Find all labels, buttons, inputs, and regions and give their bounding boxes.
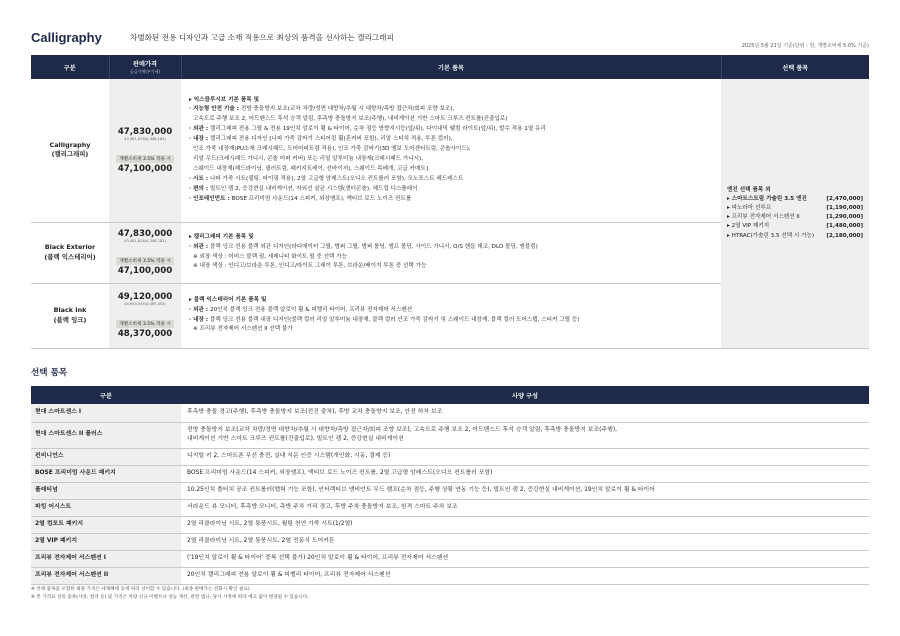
trim-price-cell bbox=[109, 222, 181, 283]
option-description bbox=[181, 448, 869, 465]
option-description bbox=[181, 499, 869, 516]
trim-basic-items bbox=[181, 222, 721, 283]
basic-item-text: 나파 가죽 시트(퀼팅, 파이핑 적용), 2열 고급형 암레스트(오디오 컨트롤러 포함), 모노포스트 헤드레스트 bbox=[210, 176, 464, 183]
options-header-desc: 사양 구성 bbox=[181, 386, 869, 404]
trim-option-items bbox=[721, 79, 869, 348]
basic-item-line bbox=[189, 195, 713, 205]
trim-price: 47,830,000 bbox=[117, 126, 173, 137]
option-name: 컨비니언스 bbox=[31, 448, 181, 465]
option-row bbox=[31, 516, 869, 533]
option-name: 프리뷰 전자제어 서스펜션 I bbox=[31, 550, 181, 567]
option-desc-line: 2열 리클라이닝 시트, 2열 통풍시트, 윌팅 천연 가죽 시트(1/2열) bbox=[187, 520, 353, 527]
options-section-title: 선택 품목 bbox=[31, 368, 68, 378]
trim-price-tax: 48,370,000 bbox=[117, 329, 173, 339]
basic-item-line bbox=[189, 316, 713, 326]
basic-item-label: · 인포테인먼트 : bbox=[189, 196, 232, 203]
option-row bbox=[31, 404, 869, 422]
basic-item-label: · 시트 : bbox=[189, 176, 211, 183]
basic-item-label: · 외관 : bbox=[189, 126, 211, 133]
basic-item-text: 캘리그래피 전용 디자인 [나파 가죽 감싸기 스티어링 휠(혼커버 포함), 리얼 스티치 적용, 투톤 컬러), bbox=[210, 136, 453, 143]
trim-price-supply: 43,481,818(4,348,182) bbox=[124, 239, 166, 243]
options-table-header bbox=[31, 386, 869, 404]
basic-item-line bbox=[189, 125, 713, 135]
option-row bbox=[31, 482, 869, 499]
footnotes bbox=[31, 586, 309, 602]
header-price-sub: 공급가액(부가세) bbox=[129, 69, 161, 74]
option-description bbox=[181, 567, 869, 584]
basic-item-label: · 외관 : bbox=[189, 306, 211, 313]
trim-basic-items bbox=[181, 283, 721, 348]
trim-row bbox=[31, 79, 869, 222]
basic-item-text: 블랙 잉크 전용 블랙 내장 디자인(블랙 컬러 리얼 알루미늄 내장재, 블랙 컬러 인조 가죽 감싸기 및 스웨이드 내장재, 블랙 컬러 도어스텝, 스티커 그릴 등) bbox=[210, 316, 580, 323]
option-item-label: ▸ HTRAC(가솔린 3.5 선택 시 가능) bbox=[727, 232, 815, 239]
tax-label-chip: 개별소비세 3.5% 적용 시 bbox=[116, 257, 174, 265]
trim-name-en: Black Ink bbox=[53, 305, 87, 314]
trim-name bbox=[31, 283, 109, 348]
option-name: 현대 스마트센스 I bbox=[31, 404, 181, 422]
option-desc-line: 20인치 캘리그래피 전용 알로이 휠 & 피렐리 타이어, 프리뷰 전자제어 서스펜션 bbox=[187, 571, 391, 578]
option-desc-line: 10.25인치 풀터치 공조 컨트롤러(햅틱 기능 포함), 인터랙티브 앰비언트 무드 램프(순차 점등, 주행 상황 연동 기능 등), 빌트인 캠 2, 증강현실 내비게이션, 19인치 알로이 휠 & 타이어 bbox=[187, 486, 655, 493]
basic-item-line bbox=[189, 325, 713, 335]
basic-item-line bbox=[189, 96, 713, 106]
trim-basic-items bbox=[181, 79, 721, 222]
basic-item-line bbox=[189, 155, 713, 165]
trim-price: 49,120,000 bbox=[117, 292, 173, 302]
option-name: 2열 컴포트 패키지 bbox=[31, 516, 181, 533]
option-description bbox=[181, 422, 869, 448]
option-item bbox=[727, 222, 863, 231]
option-item-label: ▸ 2열 VIP 패키지 bbox=[727, 223, 770, 230]
trim-name-en: Calligraphy bbox=[49, 140, 91, 149]
trim-name bbox=[31, 222, 109, 283]
option-item-price: [1,190,000] bbox=[826, 205, 863, 212]
basic-item-line bbox=[189, 296, 713, 306]
basic-item-text: 블랙 잉크 전용 블랙 외관 디자인(라디에이터 그릴, 범퍼 그릴, 범퍼 몰딩, 앰프 몰딩, 사이드 가니시, O/S 핸들 데코, DLO 몰딩, 엠블럼) bbox=[210, 243, 538, 250]
option-name: 플래티넘 bbox=[31, 482, 181, 499]
option-name: 2열 VIP 패키지 bbox=[31, 533, 181, 550]
option-row bbox=[31, 422, 869, 448]
trim-name-ko: (블랙 잉크) bbox=[53, 315, 87, 324]
basic-item-label: · 편의 : bbox=[189, 186, 211, 193]
basic-item-label: ▸ 익스클루시브 기본 품목 및 bbox=[189, 96, 260, 103]
basic-item-text: 리얼 우드(크래시패드 가니시, 콘솔 어퍼 커버) 또는 리얼 알루미늄 내장재(크래시패드 가니시), bbox=[193, 156, 423, 163]
basic-item-text: 인조 가죽 내장재(PU소재 크래시패드, 도어어퍼트림 적용), 인조 가죽 감싸기(3D 엠보 도어센터트림, 콘솔사이드), bbox=[193, 146, 471, 153]
option-description bbox=[181, 516, 869, 533]
header-category: 구분 bbox=[31, 55, 109, 79]
option-desc-line: 디지털 키 2, 스마트폰 무선 충전, 실내 지문 인증 시스템(개인화, 시동, 결제 등) bbox=[187, 452, 391, 459]
basic-item-text: ※ 내장 색상 : 인디고/브라운 투톤, 인디고/라이트 그레이 투톤, 브라운/베이지 투톤 중 선택 가능 bbox=[193, 263, 427, 270]
basic-item-label: · 내장 : bbox=[189, 136, 211, 143]
option-description bbox=[181, 482, 869, 499]
tax-label-chip: 개별소비세 3.5% 적용 시 bbox=[116, 320, 174, 328]
header-basic: 기본 품목 bbox=[181, 55, 721, 79]
option-item-label: ▸ 프리뷰 전자제어 서스펜션 II bbox=[727, 214, 800, 221]
option-row bbox=[31, 550, 869, 567]
trim-name-ko: (블랙 익스테리어) bbox=[44, 252, 96, 261]
option-item-price: [1,480,000] bbox=[826, 223, 863, 230]
basic-item-text: 빌트인 캠 2, 증강현실 내비게이션, 자외선 살균 시스템(센터콘솔), 헤드업 디스플레이 bbox=[210, 186, 418, 193]
footnote: ※ 선택 품목을 포함한 최종 가격은 세제혜택 등에 따라 상이할 수 있습니다. (최종 판매가는 전화시 확인 필요) bbox=[31, 587, 250, 592]
option-item bbox=[727, 204, 863, 213]
option-item bbox=[727, 195, 863, 204]
trim-name-ko: (캘리그래피) bbox=[51, 150, 89, 159]
trim-price-tax: 47,100,000 bbox=[117, 163, 173, 174]
option-desc-line: 2열 리클라이닝 시트, 2열 통풍시트, 2열 전동식 도어커튼 bbox=[187, 537, 335, 544]
tax-label-chip: 개별소비세 3.5% 적용 시 bbox=[116, 155, 174, 163]
options-table bbox=[31, 386, 869, 585]
option-desc-line: ('19인치 알로이 휠 & 타이어' 중복 선택 불가) 20인치 알로이 휠 & 타이어, 프리뷰 전자제어 서스펜션 bbox=[187, 554, 449, 561]
basic-item-text: ※ 외장 색상 : 어비스 블랙 펄, 세레니티 화이트 펄 중 선택 가능 bbox=[193, 253, 347, 260]
option-name: 현대 스마트센스 II 플러스 bbox=[31, 422, 181, 448]
option-item-price: [2,470,000] bbox=[826, 195, 863, 202]
basic-item-line bbox=[189, 175, 713, 185]
option-row bbox=[31, 567, 869, 584]
basic-item-label: ▸ 캘리그래피 기본 품목 및 bbox=[189, 233, 254, 240]
header-price-label: 판매가격 bbox=[133, 61, 157, 68]
option-item-price: [1,290,000] bbox=[826, 214, 863, 221]
basic-item-line bbox=[189, 145, 713, 155]
trim-price-cell bbox=[109, 79, 181, 222]
option-desc-line: 내비게이션 기반 스마트 크루즈 컨트롤(진출입로), 빌트인 캠 2, 증강현실 내비게이션 bbox=[187, 436, 404, 442]
option-desc-line: BOSE 프리미엄 사운드(14 스피커, 외장앰프), 액티브 로드 노이즈 컨트롤, 2열 고급형 암레스트(오디오 컨트롤러 포함) bbox=[187, 469, 493, 476]
option-description bbox=[181, 404, 869, 422]
basic-item-line bbox=[189, 105, 713, 115]
option-item-price: [2,180,000] bbox=[826, 232, 863, 239]
basic-item-line bbox=[189, 115, 713, 125]
trim-table-header bbox=[31, 55, 869, 79]
date-unit-note: 2025년 5월 21일 기준(단위 : 원, 개별소비세 5.0% 기준) bbox=[741, 43, 869, 49]
page-header bbox=[31, 30, 871, 50]
basic-item-text: BOSE 프리미엄 사운드(14 스피커, 외장앰프), 액티브 로드 노이즈 컨트롤 bbox=[231, 196, 412, 203]
trim-price-cell bbox=[109, 283, 181, 348]
option-row bbox=[31, 533, 869, 550]
option-desc-line: 서라운드 뷰 모니터, 후측방 모니터, 측방 주차 거리 경고, 후방 주차 충돌방지 보조, 원격 스마트 주차 보조 bbox=[187, 503, 458, 510]
basic-item-label: · 외관 : bbox=[189, 243, 211, 250]
trim-name bbox=[31, 79, 109, 222]
basic-item-line bbox=[189, 306, 713, 316]
basic-item-line bbox=[189, 253, 713, 263]
option-item-label: ▸ 스마트스트림 가솔린 3.5 엔진 bbox=[727, 195, 807, 202]
option-item-label: ▸ 파노라마 선루프 bbox=[727, 205, 772, 212]
trim-price-supply: 44,654,545(4,465,455) bbox=[124, 302, 166, 306]
basic-item-text: 전방 충돌방지 보조(교차 차량/정면 대향차/추월 시 대향차/측방 접근차/회피 조향 보조), bbox=[240, 106, 455, 113]
basic-item-label: · 내장 : bbox=[189, 316, 211, 323]
page-subtitle: 차별화된 전용 디자인과 고급 소재 적용으로 최상의 품격을 선사하는 캘리그래피 bbox=[130, 33, 394, 42]
basic-item-line bbox=[189, 185, 713, 195]
basic-item-line bbox=[189, 165, 713, 175]
header-price bbox=[109, 55, 181, 79]
basic-item-text: 고속도로 주행 보조 2, 어드밴스드 후석 승객 알림, 후측방 충돌방지 보조(주행), 내비게이션 기반 스마트 크루즈 컨트롤(진출입로) bbox=[193, 116, 508, 123]
option-name: 파킹 어시스트 bbox=[31, 499, 181, 516]
basic-item-line bbox=[189, 233, 713, 243]
basic-item-line bbox=[189, 135, 713, 145]
option-item bbox=[727, 213, 863, 222]
option-desc-line: 전방 충돌방지 보조(교차 차량/정면 대향차/추월 시 대향차/측방 접근차/회피 조향 보조), 고속도로 주행 보조 2, 어드밴스드 후석 승객 알림, 후측방 충돌방지 보조(주행), bbox=[187, 426, 617, 433]
option-name: 프리뷰 전자제어 서스펜션 II bbox=[31, 567, 181, 584]
footnote: ※ 본 가격표 상의 품목(사양, 컬러 등) 및 가격은 차량 신규 이벤트나 성능 개선, 관련 법규, 당사 사정에 따라 예고 없이 변경될 수 있습니다. bbox=[31, 594, 309, 600]
option-item bbox=[727, 232, 863, 241]
option-row bbox=[31, 448, 869, 465]
option-description bbox=[181, 465, 869, 482]
basic-item-line bbox=[189, 262, 713, 272]
option-description bbox=[181, 533, 869, 550]
options-header-name: 구분 bbox=[31, 386, 181, 404]
option-items-title: 엔진 선택 품목 외 bbox=[727, 186, 771, 193]
basic-item-label: · 지능형 안전 기술 : bbox=[189, 106, 241, 113]
trim-price-table bbox=[31, 55, 869, 349]
brand-title: Calligraphy bbox=[31, 30, 102, 45]
option-desc-line: 후측방 충돌 경고(주행), 후측방 충돌방지 보조(전진 출차), 후방 교차 충돌방지 보조, 안전 하차 보조 bbox=[187, 409, 443, 416]
trim-name-en: Black Exterior bbox=[44, 242, 96, 251]
basic-item-line bbox=[189, 243, 713, 253]
trim-price-tax: 47,100,000 bbox=[117, 266, 173, 276]
basic-item-text: 스웨이드 내장재(헤드라이닝, 필러트림, 패키지트레이, 선바이저), 스웨이드 목베개, 고급 카매트] bbox=[193, 166, 428, 173]
basic-item-text: ※ 프리뷰 전자제어 서스펜션 II 선택 불가 bbox=[193, 326, 293, 333]
option-description bbox=[181, 550, 869, 567]
basic-item-text: 캘리그래피 전용 그릴 & 전용 19인치 알로이 휠 & 타이어, 순차 점등 방향지시등(앞/뒤), 다이내믹 웰컴 라이트(앞/뒤), 발수 적용 1열 유리 bbox=[210, 126, 546, 133]
trim-price-supply: 43,481,818(4,348,182) bbox=[124, 136, 166, 141]
basic-item-label: ▸ 블랙 익스테리어 기본 품목 및 bbox=[189, 296, 267, 303]
basic-item-text: 20인치 블랙 잉크 전용 블랙 알로이 휠 & 피렐리 타이어, 프리뷰 전자제어 서스펜션 bbox=[210, 306, 413, 313]
option-row bbox=[31, 465, 869, 482]
option-name: BOSE 프리미엄 사운드 패키지 bbox=[31, 465, 181, 482]
option-row bbox=[31, 499, 869, 516]
header-option: 선택 품목 bbox=[721, 55, 869, 79]
trim-price: 47,830,000 bbox=[117, 229, 173, 239]
